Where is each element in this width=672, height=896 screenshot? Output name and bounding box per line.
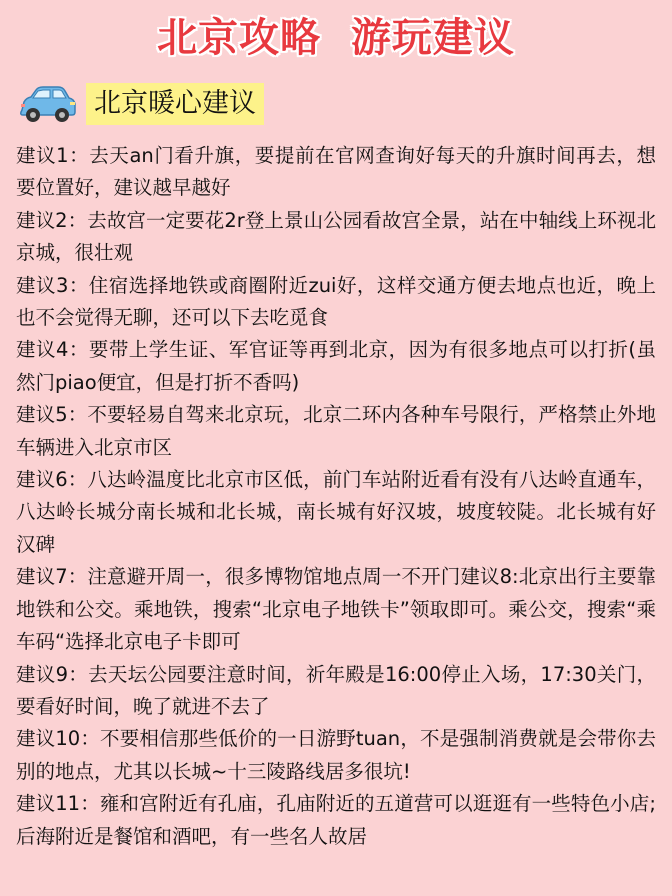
tip-item: 建议6：八达岭温度比北京市区低，前门车站附近看有没有八达岭直通车，八达岭长城分南长城和北长城，南长城有好汉坡，坡度较陡。北长城有好汉碑 bbox=[16, 468, 656, 556]
tip-item: 建议9：去天坛公园要注意时间，祈年殿是16:00停止入场，17:30关门，要看好时间，晚了就进不去了 bbox=[16, 662, 656, 718]
tips-list bbox=[16, 140, 656, 853]
tip-item: 建议4：要带上学生证、军官证等再到北京，因为有很多地点可以打折(虽然门piao便宜，但是打折不香吗) bbox=[16, 338, 656, 394]
tip-item: 建议3：住宿选择地铁或商圈附近zui好，这样交通方便去地点也近，晚上也不会觉得无聊，还可以下去吃觅食 bbox=[16, 273, 656, 330]
section-header bbox=[16, 82, 264, 126]
tip-item: 建议5：不要轻易自驾来北京玩，北京二环内各种车号限行，严格禁止外地车辆进入北京市区 bbox=[16, 403, 656, 459]
tip-item: 建议11：雍和宫附近有孔庙，孔庙附近的五道营可以逛逛有一些特色小店;后海附近是餐馆和酒吧，有一些名人故居 bbox=[16, 792, 656, 848]
page-title: 北京攻略 游玩建议 bbox=[157, 15, 515, 61]
tip-item: 建议1：去天an门看升旗，要提前在官网查询好每天的升旗时间再去，想要位置好，建议越早越好 bbox=[16, 144, 656, 200]
tip-item: 建议7：注意避开周一，很多博物馆地点周一不开门建议8:北京出行主要靠地铁和公交。乘地铁，搜索“北京电子地铁卡”领取即可。乘公交，搜索“乘车码“选择北京电子卡即可 bbox=[16, 565, 656, 654]
car-icon bbox=[16, 82, 78, 126]
tip-item: 建议10：不要相信那些低价的一日游野tuan，不是强制消费就是会带你去别的地点，尤其以长城~十三陵路线居多很坑! bbox=[16, 727, 656, 783]
tip-item: 建议2：去故宫一定要花2r登上景山公园看故宫全景，站在中轴线上环视北京城，很壮观 bbox=[16, 208, 656, 265]
section-title: 北京暖心建议 bbox=[86, 83, 264, 125]
